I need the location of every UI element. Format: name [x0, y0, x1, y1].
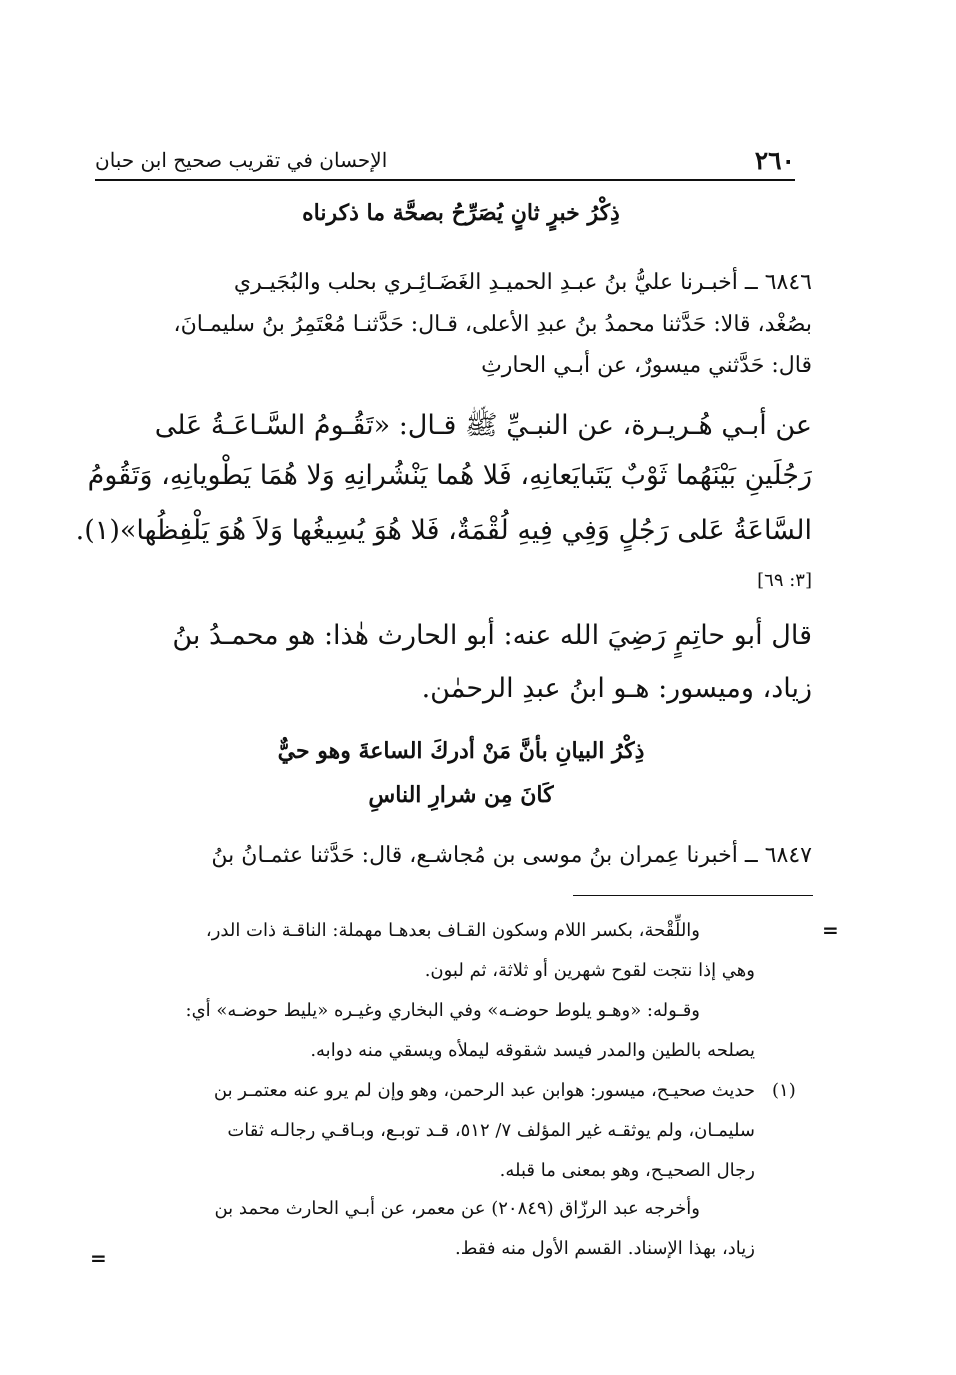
page-number: ٢٦٠	[754, 146, 795, 175]
matn-line-2: رَجُلَينِ بَيْنَهُما ثَوْبٌ يَتَبايَعانِهِ، فَلا هُما يَنْشُرانِهِ وَلا هُمَا يَطْويانِهِ، وَتَقُومُ	[87, 460, 812, 491]
footnote-label: (١)	[772, 1080, 796, 1101]
page-header	[95, 140, 795, 180]
footnote-line-1: واللِّقْحة، بكسر اللام وسكون القـاف بعدهـا مهملة: الناقـة ذات الدر،	[205, 920, 700, 941]
section-heading-line-1: ذِكْرُ البيانِ بأنَّ مَنْ أدركَ الساعةَ وهو حيٌّ	[277, 738, 645, 764]
continuation-mark-bottom: =	[90, 1246, 107, 1270]
continuation-mark-top: =	[822, 918, 839, 942]
header-rule	[95, 179, 795, 181]
hadith-2-start: ٦٨٤٧ ــ أخبرنا عِمران بنُ موسى بن مُجاشـع، قال: حَدَّثنا عثمـانُ بنُ	[211, 843, 812, 868]
footnote-line-9: زياد، بهذا الإسناد. القسم الأول منه فقط.	[454, 1238, 755, 1259]
comment-line-2: زياد، وميسور: هـو ابنُ عبدِ الرحمٰن.	[421, 673, 812, 704]
footnote-line-8: وأخرجه عبد الرزّاق (٢٠٨٤٩) عن معمر، عن أبـي الحارث محمد بن	[214, 1198, 700, 1219]
chapter-heading: ذِكْرُ خبرٍ ثانٍ يُصَرِّحُ بصحَّة ما ذكرناه	[302, 200, 620, 226]
isnad-line-1: ٦٨٤٦ ــ أخبـرنا عليُّ بنُ عبـدِ الحميـدِ الغَضَـائِـري بحلب والبُجَيـري	[233, 270, 812, 295]
matn-line-3: السَّاعَةُ عَلى رَجُلٍ وَفِي فِيهِ لُقْمَةٌ، فَلا هُوَ يُسِيغُها وَلاَ هُوَ يَلْفِظُها»(١).	[75, 515, 812, 546]
footnote-line-7: رجال الصحيـح، وهو بمعنى ما قبله.	[499, 1160, 755, 1181]
matn-line-1: عن أبـي هُـريـرة، عن النبـيِّ ﷺ قـال: «تَقُـومُ السَّـاعَـةُ عَلى	[154, 410, 812, 441]
isnad-line-3: قال: حَدَّثني ميسورٌ، عن أبـي الحارثِ	[481, 353, 812, 378]
footnote-line-3: وقـوله: «وهـو يلوط حوضـه» وفي البخاري وغيـره «يليط حوضـه» أي:	[185, 1000, 700, 1021]
reference-marker: [٣: ٦٩]	[757, 570, 812, 591]
footnote-separator	[573, 895, 813, 896]
footnote-line-4: يصلحه بالطين والمدر فيسد شقوقه ليملأه ويسقي منه دوابه.	[310, 1040, 755, 1061]
footnote-line-5: حديث صحيـح، ميسور: هوابن عبد الرحمن، وهو وإن لم يرو عنه معتمـر بن	[213, 1080, 755, 1101]
comment-line-1: قال أبو حاتِمٍ رَضِيَ الله عنه: أبو الحارث هٰذا: هو محمـدُ بنُ	[172, 620, 812, 651]
running-title: الإحسان في تقريب صحيح ابن حبان	[95, 148, 388, 172]
isnad-line-2: بصُغْد، قالا: حَدَّثنا محمدُ بنُ عبدِ الأعلى، قـال: حَدَّثنـا مُعْتَمِرُ بنُ سليمـانَ،	[173, 312, 812, 337]
footnote-line-2: وهي إذا نتجت لقوح شهرين أو ثلاثة، ثم لبون.	[424, 960, 755, 981]
footnote-line-6: سليمـان، ولم يوثقـه غير المؤلف ٧/ ٥١٢، قـد توبـع، وبـاقـي رجالـه ثقات	[227, 1120, 755, 1141]
section-heading-line-2: كَانَ مِن شرارِ الناسِ	[368, 782, 554, 808]
